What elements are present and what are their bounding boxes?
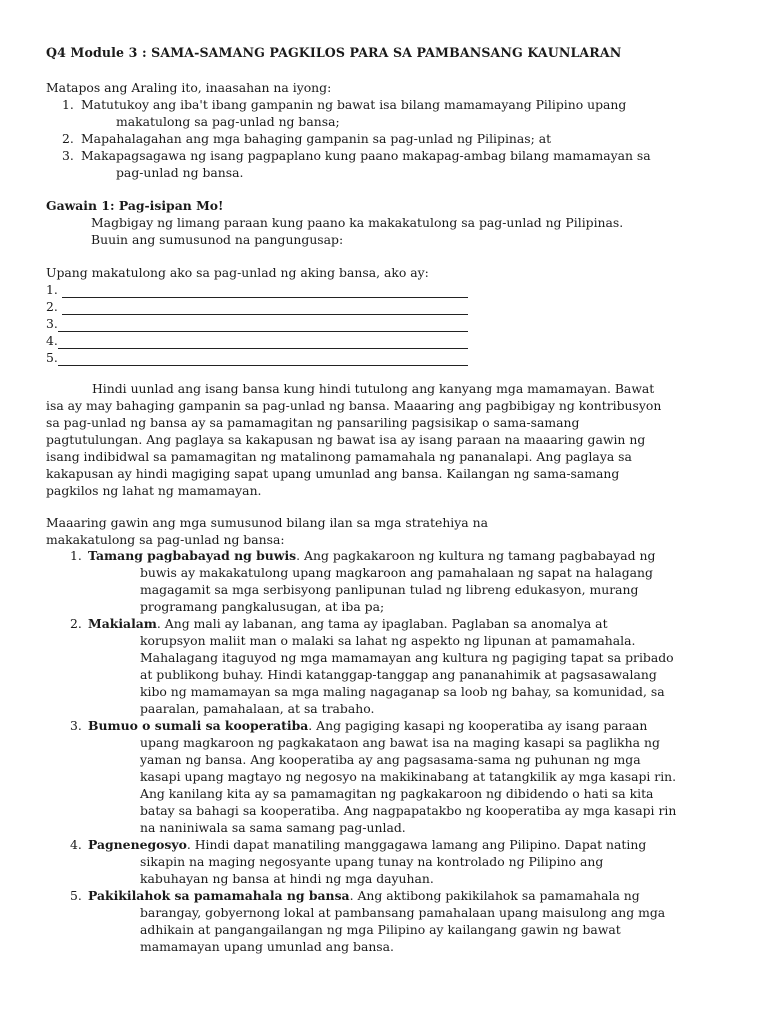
answer-number: 5.: [46, 350, 58, 365]
gawain-heading: Gawain 1: Pag-isipan Mo!: [46, 198, 224, 213]
strategy-title: Pagnenegosyo: [88, 837, 187, 852]
answer-rule: [58, 352, 468, 366]
strategy-text-cont: upang magkaroon ng pagkakataon ang bawat isa na maging kasapi sa paglikha ng: [140, 735, 660, 750]
answer-line[interactable]: [46, 349, 468, 366]
strategy-text-cont: magagamit sa mga serbisyong panlipunan tulad ng libreng edukasyon, murang: [140, 582, 639, 597]
strategy-text-cont: Ang kanilang kita ay sa pamamagitan ng pagkakaroon ng dibidendo o hati sa kita: [140, 786, 654, 801]
strategy-text: . Ang pagkakaroon ng kultura ng tamang pagbabayad ng: [296, 548, 656, 563]
objective-number: 1.: [62, 97, 74, 112]
strategy-text-cont: barangay, gobyernong lokal at pambansang pamahalaan upang maisulong ang mga: [140, 905, 666, 920]
strategy-title: Tamang pagbabayad ng buwis: [88, 548, 297, 563]
strategy-text: . Hindi dapat manatiling manggagawa lamang ang Pilipino. Dapat nating: [186, 837, 647, 852]
objective-number: 3.: [62, 148, 74, 163]
answer-line[interactable]: [46, 298, 468, 315]
objective-text-cont: makatulong sa pag-unlad ng bansa;: [116, 114, 340, 129]
answer-number: 3.: [46, 316, 58, 331]
gawain-instruction: Magbigay ng limang paraan kung paano ka makakatulong sa pag-unlad ng Pilipinas.: [91, 215, 624, 230]
strategy-text-cont: kibo ng mamamayan sa mga maling nagaganap sa loob ng bahay, sa komunidad, sa: [140, 684, 665, 699]
objective-text: Matutukoy ang iba't ibang gampanin ng bawat isa bilang mamamayang Pilipino upang: [81, 97, 627, 112]
strategy-title: Makialam: [88, 616, 157, 631]
strategy-number: 2.: [70, 616, 82, 631]
objective-number: 2.: [62, 131, 74, 146]
strategy-number: 5.: [70, 888, 82, 903]
strategy-item: [70, 615, 730, 717]
paragraph-line: kakapusan ay hindi magiging sapat upang umunlad ang bansa. Kailangan ng sama-samang: [46, 466, 620, 481]
answer-line[interactable]: [46, 315, 468, 332]
strategy-text-cont: Mahalagang itaguyod ng mga mamamayan ang kultura ng pagiging tapat sa pribado: [140, 650, 674, 665]
strategies-intro-line: Maaaring gawin ang mga sumusunod bilang ilan sa mga stratehiya na: [46, 515, 488, 530]
strategy-text-cont: batay sa bahagi sa kooperatiba. Ang nagpapatakbo ng kooperatiba ay mga kasapi rin: [140, 803, 677, 818]
strategy-text-cont: buwis ay makakatulong upang magkaroon ang pamahalaan ng sapat na halagang: [140, 565, 653, 580]
strategy-text-cont: mamamayan upang umunlad ang bansa.: [140, 939, 394, 954]
strategy-text-cont: at publikong buhay. Hindi katanggap-tanggap ang pananahimik at pagsasawalang: [140, 667, 657, 682]
answer-rule: [58, 318, 468, 332]
objective-text: Makapagsagawa ng isang pagpaplano kung paano makapag-ambag bilang mamamayan sa: [81, 148, 651, 163]
objectives-intro: Matapos ang Araling ito, inaasahan na iyong:: [46, 80, 332, 95]
paragraph-line: isang indibidwal sa pamamagitan ng matalinong pamamahala ng pananalapi. Ang paglaya sa: [46, 449, 632, 464]
answer-rule: [62, 301, 468, 315]
strategy-text-cont: kasapi upang magtayo ng negosyo na makikinabang at tatangkilik ay mga kasapi rin.: [140, 769, 677, 784]
objective-text-cont: pag-unlad ng bansa.: [116, 165, 244, 180]
paragraph-line: pagtutulungan. Ang paglaya sa kakapusan ng bawat isa ay isang paraan na maaaring gawin ng: [46, 432, 646, 447]
paragraph-line: sa pag-unlad ng bansa ay sa pamamagitan ng pansariling pagsisikap o sama-samang: [46, 415, 580, 430]
objectives-list: [62, 96, 732, 181]
answer-blanks: [46, 281, 468, 366]
strategy-text-cont: paaralan, pamahalaan, at sa trabaho.: [140, 701, 375, 716]
strategy-text-cont: programang pangkalusugan, at iba pa;: [140, 599, 385, 614]
strategy-text: . Ang pagiging kasapi ng kooperatiba ay isang paraan: [308, 718, 648, 733]
answer-line[interactable]: [46, 281, 468, 298]
answer-rule: [62, 284, 468, 298]
strategy-text-cont: yaman ng bansa. Ang kooperatiba ay ang pagsasama-sama ng puhunan ng mga: [140, 752, 641, 767]
paragraph-line: isa ay may bahaging gampanin sa pag-unlad ng bansa. Maaaring ang pagbibigay ng kontribusyon: [46, 398, 662, 413]
objective-item: [62, 96, 732, 130]
strategy-item: [70, 547, 730, 615]
strategy-text-cont: adhikain at pangangailangan ng mga Pilipino ay kailangang gawin ng bawat: [140, 922, 621, 937]
page-title: Q4 Module 3 : SAMA-SAMANG PAGKILOS PARA SA PAMBANSANG KAUNLARAN: [46, 45, 622, 60]
strategies-list: [70, 547, 730, 955]
answer-number: 4.: [46, 333, 58, 348]
strategy-item: [70, 717, 730, 836]
gawain-prompt: Upang makatulong ako sa pag-unlad ng aking bansa, ako ay:: [46, 265, 429, 280]
paragraph-line: Hindi uunlad ang isang bansa kung hindi tutulong ang kanyang mga mamamayan. Bawat: [92, 381, 655, 396]
strategy-number: 1.: [70, 548, 82, 563]
strategy-number: 3.: [70, 718, 82, 733]
answer-number: 2.: [46, 299, 58, 314]
strategy-text: . Ang mali ay labanan, ang tama ay ipaglaban. Paglaban sa anomalya at: [156, 616, 608, 631]
strategy-text-cont: sikapin na maging negosyante upang tunay na kontrolado ng Pilipino ang: [140, 854, 604, 869]
strategy-number: 4.: [70, 837, 82, 852]
strategy-title: Bumuo o sumali sa kooperatiba: [88, 718, 309, 733]
strategy-text: . Ang aktibong pakikilahok sa pamamahala ng: [349, 888, 640, 903]
paragraph-line: pagkilos ng lahat ng mamamayan.: [46, 483, 262, 498]
answer-line[interactable]: [46, 332, 468, 349]
answer-number: 1.: [46, 282, 58, 297]
gawain-instruction-2: Buuin ang sumusunod na pangungusap:: [91, 232, 344, 247]
strategy-title: Pakikilahok sa pamamahala ng bansa: [88, 888, 350, 903]
strategy-text-cont: kabuhayan ng bansa at hindi ng mga dayuhan.: [140, 871, 434, 886]
strategy-item: [70, 887, 730, 955]
strategies-intro-line: makakatulong sa pag-unlad ng bansa:: [46, 532, 285, 547]
objective-item: [62, 147, 732, 181]
strategy-text-cont: korupsyon maliit man o malaki sa lahat ng aspekto ng lipunan at pamamahala.: [140, 633, 636, 648]
body-paragraph: [46, 380, 722, 499]
strategy-item: [70, 836, 730, 887]
objective-item: [62, 130, 732, 147]
strategy-text-cont: na naniniwala sa sama samang pag-unlad.: [140, 820, 406, 835]
strategies-intro: [46, 514, 726, 548]
objective-text: Mapahalagahan ang mga bahaging gampanin sa pag-unlad ng Pilipinas; at: [81, 131, 552, 146]
answer-rule: [58, 335, 468, 349]
